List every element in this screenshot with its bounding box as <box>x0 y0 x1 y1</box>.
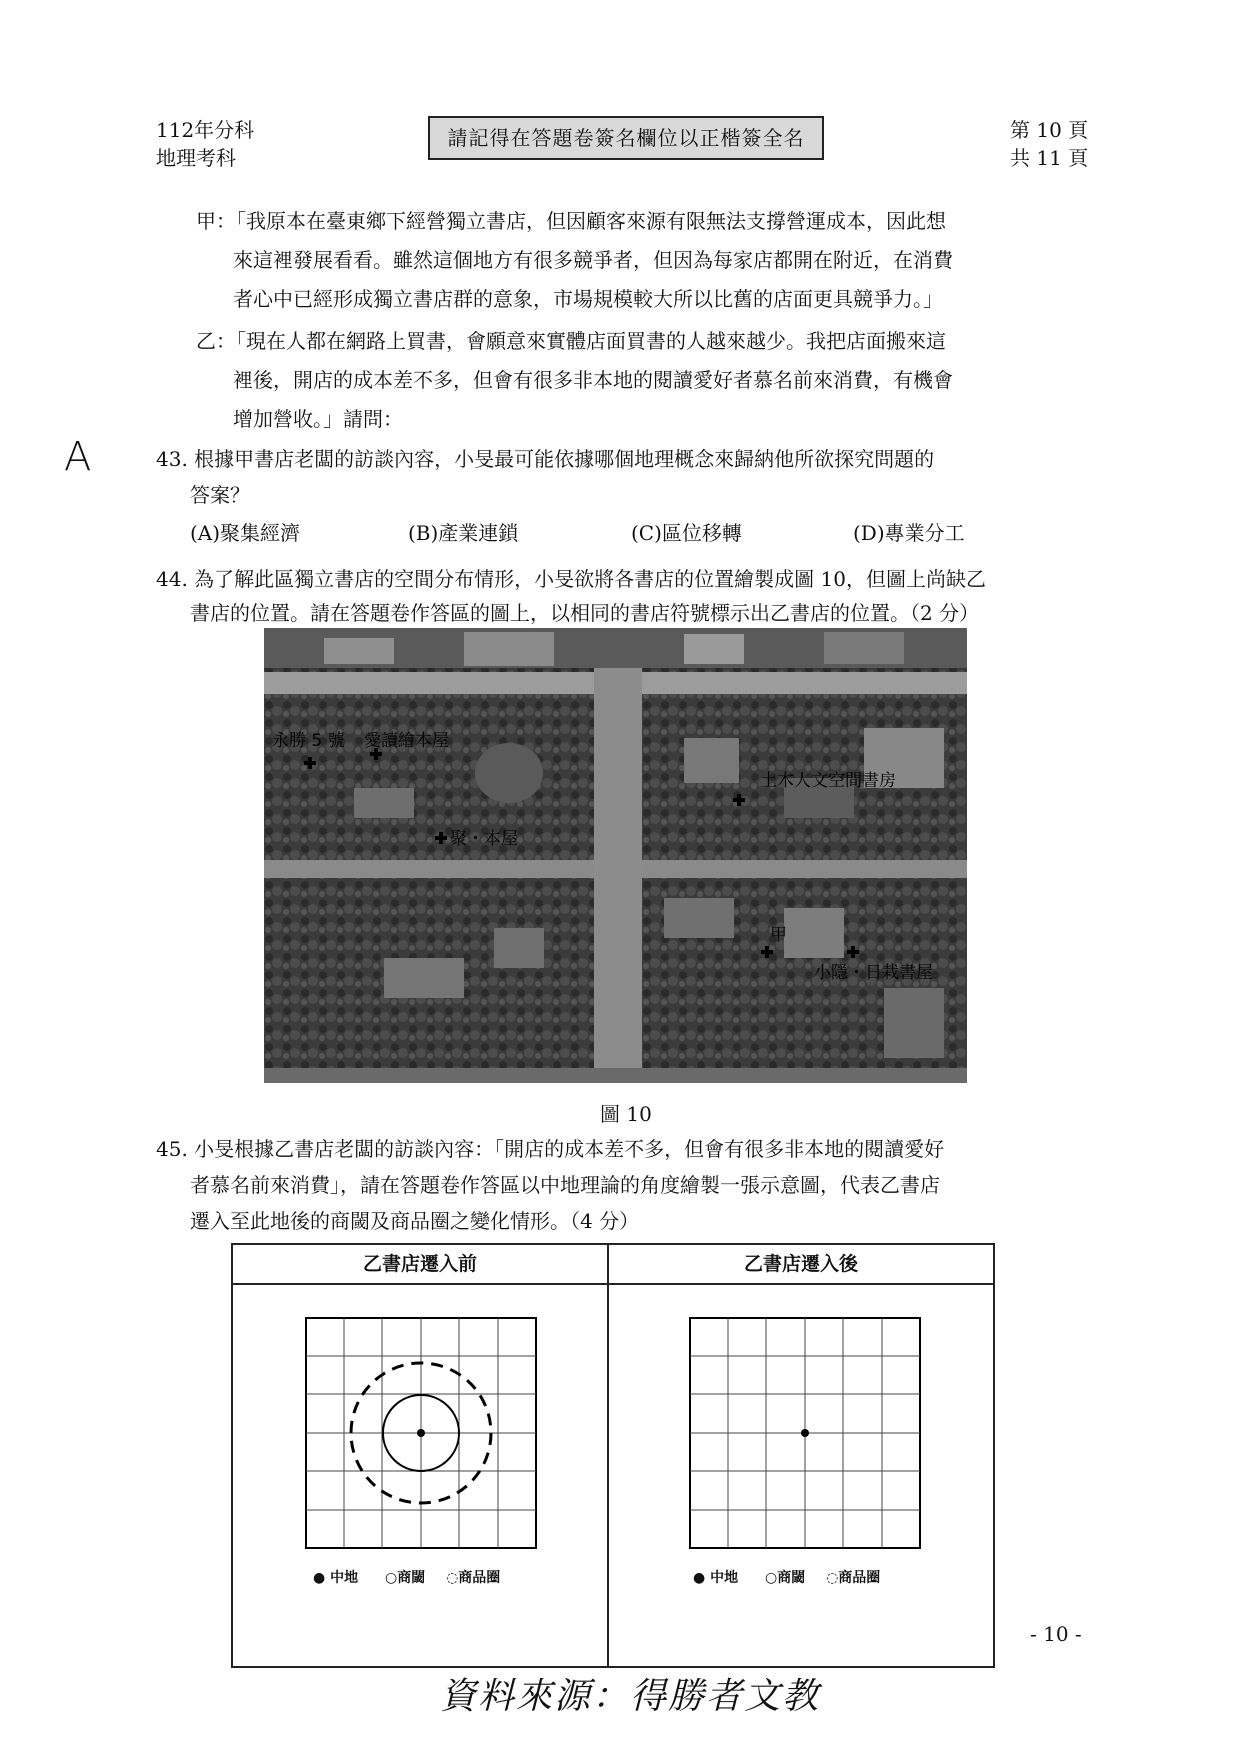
dashed-circle-icon: ◌ <box>826 1570 839 1586</box>
filled-circle-icon: ● <box>313 1570 326 1586</box>
map-label-jiu: 聚・本屋 <box>450 829 518 849</box>
option-a: (A)聚集經濟 <box>190 521 301 545</box>
question-text: 答案？ <box>190 483 250 507</box>
handwritten-answer: A <box>64 434 92 480</box>
question-text: 遷入至此地後的商閾及商品圈之變化情形。（4 分） <box>190 1209 640 1233</box>
interview-line: 來這裡發展看看。雖然這個地方有很多競爭者，但因為每家店都開在附近，在消費 <box>233 248 953 272</box>
option-b: (B)產業連鎖 <box>408 521 519 545</box>
question-text: 45. 小旻根據乙書店老闆的訪談內容：「開店的成本差不多，但會有很多非本地的閱讀愛好 <box>156 1137 945 1161</box>
column-divider <box>607 1245 609 1666</box>
map-label-aidu: 愛讀繪本屋 <box>364 731 449 751</box>
legend-range: 商品圈 <box>458 1570 501 1586</box>
question-text: 43. 根據甲書店老闆的訪談內容，小旻最可能依據哪個地理概念來歸納他所欲探究問題的 <box>156 447 935 471</box>
hollow-circle-icon: ○ <box>764 1570 778 1586</box>
map-label-jia: 甲 <box>770 925 787 945</box>
aerial-photo-texture <box>264 628 967 1083</box>
question-text: 者慕名前來消費」，請在答題卷作答區以中地理論的角度繪製一張示意圖，代表乙書店 <box>190 1173 940 1197</box>
legend-after <box>693 1567 880 1587</box>
page-number: 第 10 頁 <box>1010 118 1089 142</box>
header-divider <box>233 1283 993 1285</box>
question-text: 44. 為了解此區獨立書店的空間分布情形，小旻欲將各書店的位置繪製成圖 10，但圖上尚缺乙 <box>156 567 986 591</box>
interview-line: 乙：「現在人都在網路上買書，會願意來實體店面買書的人越來越少。我把店面搬來這 <box>196 329 946 353</box>
central-place-diagram-table <box>231 1243 995 1668</box>
legend-central: 中地 <box>710 1570 739 1586</box>
map-label-tumu: 土木人文空間書房 <box>760 771 896 791</box>
before-grid <box>305 1317 537 1549</box>
option-c: (C)區位移轉 <box>631 521 742 545</box>
dashed-circle-icon: ◌ <box>446 1570 459 1586</box>
option-d: (D)專業分工 <box>853 521 965 545</box>
exam-year: 112年分科 <box>156 118 255 142</box>
figure-caption: 圖 10 <box>600 1102 652 1126</box>
after-grid <box>689 1317 921 1549</box>
after-title: 乙書店遷入後 <box>743 1253 858 1275</box>
interview-line: 裡後，開店的成本差不多，但會有很多非本地的閱讀愛好者慕名前來消費，有機會 <box>233 368 953 392</box>
filled-circle-icon: ● <box>693 1570 706 1586</box>
signature-banner: 請記得在答題卷簽名欄位以正楷簽全名 <box>428 116 824 160</box>
question-text: 書店的位置。請在答題卷作答區的圖上，以相同的書店符號標示出乙書店的位置。（2 分） <box>190 601 980 625</box>
interview-line: 增加營收。」請問： <box>233 407 403 431</box>
source-note: 資料來源：得勝者文教 <box>440 1676 821 1717</box>
legend-threshold: 商閾 <box>397 1570 426 1586</box>
interview-line: 甲：「我原本在臺東鄉下經營獨立書店，但因顧客來源有限無法支撐營運成本，因此想 <box>196 209 946 233</box>
legend-before <box>313 1567 500 1587</box>
hollow-circle-icon: ○ <box>384 1570 398 1586</box>
legend-threshold: 商閾 <box>777 1570 806 1586</box>
interview-line: 者心中已經形成獨立書店群的意象，市場規模較大所以比舊的店面更具競爭力。」 <box>233 287 943 311</box>
map-label-xiaoyin: 小隱・日栽書屋 <box>814 963 933 983</box>
legend-range: 商品圈 <box>838 1570 881 1586</box>
page-total: 共 11 頁 <box>1010 146 1089 170</box>
legend-central: 中地 <box>330 1570 359 1586</box>
aerial-map <box>264 628 967 1083</box>
subject-name: 地理考科 <box>156 146 236 170</box>
before-title: 乙書店遷入前 <box>362 1253 477 1275</box>
central-place-dot <box>801 1429 809 1437</box>
map-label-yongsheng: 永勝 5 號 <box>272 731 345 751</box>
page-marker: - 10 - <box>1030 1622 1082 1646</box>
central-place-dot <box>417 1429 425 1437</box>
